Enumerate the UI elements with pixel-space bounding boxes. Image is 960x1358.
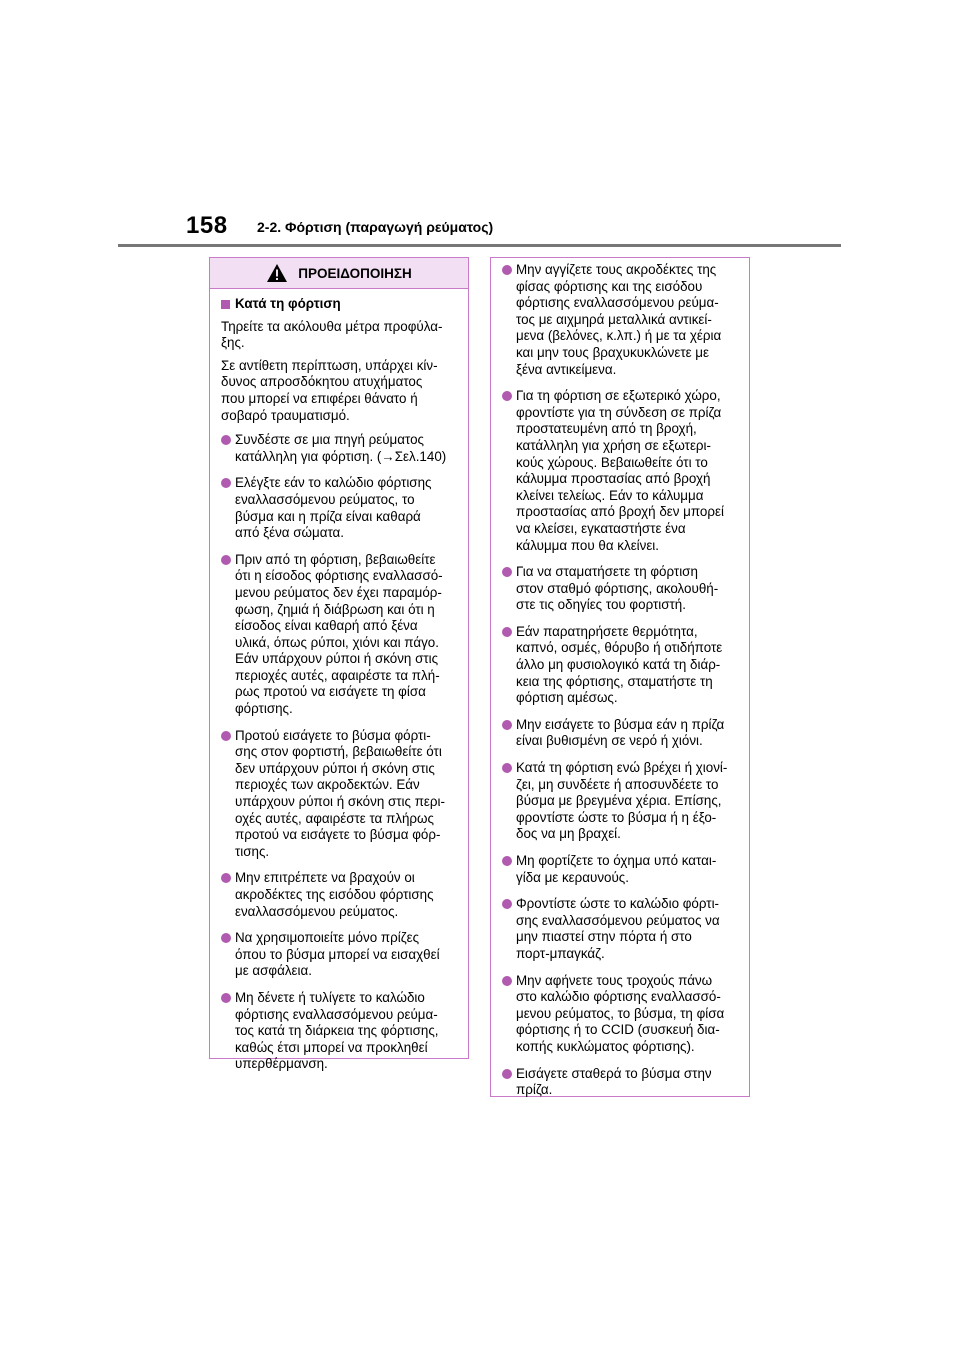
bullet-dot-icon — [502, 763, 512, 773]
bullet-dot-icon — [221, 993, 231, 1003]
left-bullet-list — [221, 432, 458, 1073]
bullet-text: Μην εισάγετε το βύσμα εάν η πρίζα είναι βυθισμένη σε νερό ή χιόνι. — [516, 716, 725, 749]
bullet-dot-icon — [221, 873, 231, 883]
bullet-dot-icon — [502, 391, 512, 401]
bullet-item — [502, 1066, 739, 1099]
bullet-dot-icon — [502, 567, 512, 577]
bullet-text: Κατά τη φόρτιση ενώ βρέχει ή χιονί- ζει, μη συνδέετε ή αποσυνδέετε το βύσμα με βρεγμένα χέρια. Επίσης, φροντίστε ώστε το βύσμα ή η έξο- δος να μη βραχεί. — [516, 760, 728, 842]
warning-triangle-icon — [266, 263, 288, 283]
bullet-item — [502, 760, 739, 843]
bullet-dot-icon — [502, 720, 512, 730]
bullet-text: Μην αγγίζετε τους ακροδέκτες της φίσας φόρτισης και της εισόδου φόρτισης εναλλασσόμενου ρεύμα- τος με αιχμηρά μεταλλικά αντικεί- μενα (βελόνες, κ.λπ.) ή με τα χέρια και μην τους βραχυκυκλώνετε με ξένα αντικείμενα. — [516, 262, 722, 377]
subheading-text: Κατά τη φόρτιση — [235, 296, 341, 311]
section-title: 2-2. Φόρτιση (παραγωγή ρεύματος) — [257, 219, 494, 235]
bullet-item — [502, 624, 739, 707]
header-divider — [118, 244, 841, 247]
bullet-item — [221, 870, 458, 920]
bullet-dot-icon — [221, 933, 231, 943]
bullet-text: Να χρησιμοποιείτε μόνο πρίζες όπου το βύσμα μπορεί να εισαχθεί με ασφάλεια. — [235, 930, 440, 979]
bullet-item — [221, 728, 458, 861]
bullet-item — [221, 475, 458, 541]
bullet-text: Μην επιτρέπετε να βραχούν οι ακροδέκτες της εισόδου φόρτισης εναλλασσόμενου ρεύματος. — [235, 870, 434, 919]
right-bullet-list — [502, 262, 739, 1099]
bullet-item — [502, 853, 739, 886]
intro-paragraph-1: Τηρείτε τα ακόλουθα μέτρα προφύλα- ξης. — [221, 318, 443, 351]
bullet-item — [502, 388, 739, 554]
bullet-item — [502, 564, 739, 614]
square-bullet-icon — [221, 300, 230, 309]
bullet-item — [221, 432, 458, 465]
bullet-dot-icon — [502, 265, 512, 275]
warning-header — [210, 258, 468, 289]
bullet-text: Εισάγετε σταθερά το βύσμα στην πρίζα. — [516, 1065, 712, 1098]
warning-title: ΠΡΟΕΙΔΟΠΟΙΗΣΗ — [298, 265, 412, 281]
bullet-text: Ελέγξτε εάν το καλώδιο φόρτισης εναλλασσόμενου ρεύματος, το βύσμα και η πρίζα είναι καθαρά από ξένα σώματα. — [235, 475, 432, 541]
bullet-text: Μη δένετε ή τυλίγετε το καλώδιο φόρτισης εναλλασσόμενου ρεύμα- τος κατά τη διάρκεια της φόρτισης, καθώς έτσι μπορεί να προκληθεί υπερθέρμανση. — [235, 989, 439, 1072]
subheading — [221, 296, 458, 313]
warning-box-right — [490, 257, 750, 1097]
bullet-dot-icon — [502, 1069, 512, 1079]
warning-box-left — [209, 257, 469, 1072]
bullet-text: Μην αφήνετε τους τροχούς πάνω στο καλώδιο φόρτισης εναλλασσό- μενου ρεύματος, το βύσμα, τη φίσα φόρτισης ή το CCID (συσκευή δια- κοπής κυκλώματος φόρτισης). — [516, 972, 725, 1054]
bullet-dot-icon — [502, 976, 512, 986]
bullet-text: Συνδέστε σε μια πηγή ρεύματος κατάλληλη για φόρτιση. (→Σελ.140) — [235, 432, 447, 464]
bullet-item — [502, 717, 739, 750]
bullet-text: Προτού εισάγετε το βύσμα φόρτι- σης στον φορτιστή, βεβαιωθείτε ότι δεν υπάρχουν ρύποι ή σκόνη στις περιοχές των ακροδεκτών. Εάν υπάρχουν ρύποι ή σκόνη στις περι- οχές αυτές, αφαιρέστε τα πλήρως προτού να εισάγετε το βύσμα φόρ- τισης. — [235, 727, 445, 859]
bullet-dot-icon — [221, 555, 231, 565]
bullet-text: Για να σταματήσετε τη φόρτιση στον σταθμό φόρτισης, ακολουθή- στε τις οδηγίες του φορτιστή. — [516, 564, 719, 613]
bullet-dot-icon — [221, 731, 231, 741]
bullet-item — [502, 896, 739, 962]
bullet-dot-icon — [221, 478, 231, 488]
bullet-dot-icon — [502, 856, 512, 866]
page-number: 158 — [186, 212, 228, 239]
bullet-item — [221, 990, 458, 1073]
bullet-text: Μη φορτίζετε το όχημα υπό καται- γίδα με κεραυνούς. — [516, 853, 717, 885]
bullet-item — [502, 973, 739, 1056]
intro-paragraph-2: Σε αντίθετη περίπτωση, υπάρχει κίν- δυνος απροσδόκητου ατυχήματος που μπορεί να επιφέρει θάνατο ή σοβαρό τραυματισμό. — [221, 357, 438, 423]
bullet-item — [221, 552, 458, 718]
bullet-text: Για τη φόρτιση σε εξωτερικό χώρο, φροντίστε για τη σύνδεση σε πρίζα προστατευμένη από τη βροχή, κατάλληλη για χρήση σε εξωτερι- κούς χώρους. Βεβαιωθείτε ότι το κάλυμμα προστασίας από βροχή κλείνει τελείως. Εάν το κάλυμμα προστασίας από βροχή δεν μπορεί να κλείσει, εγκαταστήστε ένα κάλυμμα που θα κλείνει. — [516, 388, 724, 553]
bullet-text: Εάν παρατηρήσετε θερμότητα, καπνό, οσμές, θόρυβο ή οτιδήποτε άλλο μη φυσιολογικό κατά τη διάρ- κεια της φόρτισης, σταματήστε τη φόρτιση αμέσως. — [516, 623, 723, 706]
bullet-item — [502, 262, 739, 378]
bullet-text: Πριν από τη φόρτιση, βεβαιωθείτε ότι η είσοδος φόρτισης εναλλασσό- μενου ρεύματος δεν έχει παραμόρ- φωση, ζημιά ή διάβρωση και ότι η είσοδος είναι καθαρή από ξένα υλικά, όπως ρύποι, χιόνι και πάγο. Εάν υπάρχουν ρύποι ή σκόνη στις περιοχές αυτές, αφαιρέστε τα πλή- ρως προτού να εισάγετε τη φίσα φόρτισης. — [235, 551, 443, 717]
bullet-dot-icon — [502, 899, 512, 909]
bullet-dot-icon — [221, 435, 231, 445]
bullet-item — [221, 930, 458, 980]
bullet-dot-icon — [502, 627, 512, 637]
bullet-text: Φροντίστε ώστε το καλώδιο φόρτι- σης εναλλασσόμενου ρεύματος να μην πιαστεί στην πόρτα ή στο πορτ-μπαγκάζ. — [516, 896, 720, 961]
